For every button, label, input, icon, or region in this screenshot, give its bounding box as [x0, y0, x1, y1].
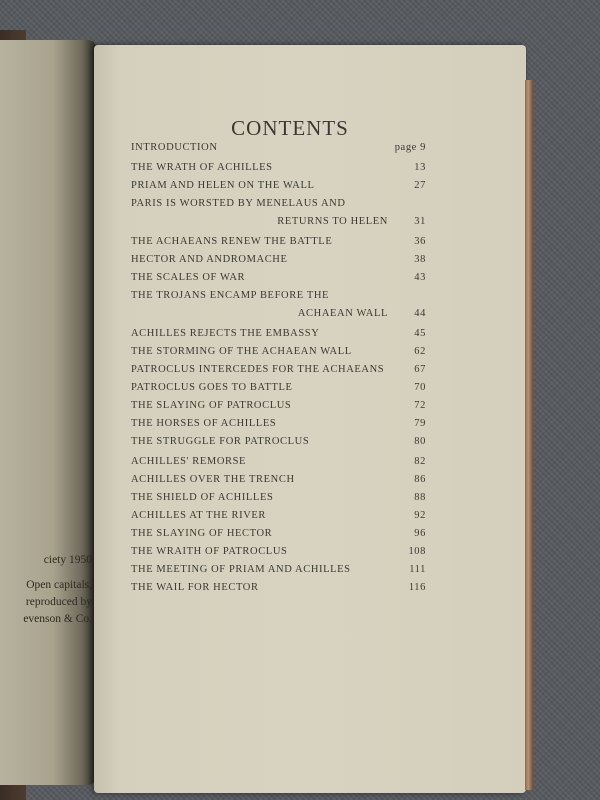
toc-entry-page: 70 [414, 382, 426, 393]
toc-entry-title: THE STORMING OF THE ACHAEAN WALL [131, 346, 352, 357]
toc-entry-page: 67 [414, 364, 426, 375]
toc-entry-title: THE SLAYING OF HECTOR [131, 528, 273, 539]
toc-entry-title: THE SCALES OF WAR [131, 272, 246, 283]
toc-entry-page: 31 [414, 216, 426, 227]
toc-entry-page: 13 [414, 162, 426, 173]
toc-entry [131, 436, 426, 454]
toc-entry [131, 216, 426, 234]
toc-entry-title: HECTOR AND ANDROMACHE [131, 254, 288, 265]
toc-entry-page: 116 [408, 582, 426, 593]
toc-entry-page: 62 [414, 346, 426, 357]
toc-entry [131, 180, 426, 198]
toc-entry [131, 162, 426, 180]
toc-entry [131, 418, 426, 436]
toc-entry [131, 474, 426, 492]
toc-entry-page: 43 [414, 272, 426, 283]
toc-entry-title: THE ACHAEANS RENEW THE BATTLE [131, 236, 333, 247]
toc-entry-title: THE SHIELD OF ACHILLES [131, 492, 274, 503]
toc-entry [131, 328, 426, 346]
toc-entry [131, 492, 426, 510]
left-page-line: reproduced by [25, 596, 92, 608]
contents-title [0, 116, 600, 141]
left-facing-page [0, 40, 96, 785]
toc-entry-page: 80 [414, 436, 426, 447]
toc-entry-title: ACHILLES AT THE RIVER [131, 510, 267, 521]
toc-entry [131, 198, 426, 216]
toc-entry [131, 382, 426, 400]
toc-entry-page: 86 [414, 474, 426, 485]
toc-entry-title: ACHAEAN WALL [297, 308, 388, 319]
toc-entry-title: ACHILLES' REMORSE [131, 456, 247, 467]
toc-entry [131, 456, 426, 474]
toc-entry [131, 582, 426, 600]
left-page-line: Open capitals, [26, 579, 92, 591]
toc-entry-title: PATROCLUS GOES TO BATTLE [131, 382, 293, 393]
toc-entry-title: PATROCLUS INTERCEDES FOR THE ACHAEANS [131, 364, 385, 375]
toc-entry-page: page 9 [394, 142, 426, 153]
toc-entry [131, 272, 426, 290]
toc-entry-page: 36 [414, 236, 426, 247]
toc-entry-title: THE HORSES OF ACHILLES [131, 418, 277, 429]
toc-entry [131, 290, 426, 308]
left-page-line: ciety 1950 [43, 554, 92, 566]
toc-entry-page: 27 [414, 180, 426, 191]
toc-entry [131, 546, 426, 564]
toc-entry-page: 88 [414, 492, 426, 503]
toc-entry [131, 308, 426, 326]
toc-entry-title: THE MEETING OF PRIAM AND ACHILLES [131, 564, 351, 575]
toc-entry-page: 96 [414, 528, 426, 539]
toc-entry-page: 72 [414, 400, 426, 411]
toc-entry-page: 92 [414, 510, 426, 521]
toc-entry-page: 38 [414, 254, 426, 265]
toc-entry-title: ACHILLES OVER THE TRENCH [131, 474, 295, 485]
marbled-page-edge [525, 80, 533, 790]
toc-entry [131, 254, 426, 272]
toc-entry-title: THE WRAITH OF PATROCLUS [131, 546, 288, 557]
toc-entry-page: 82 [414, 456, 426, 467]
toc-entry-title: THE WRATH OF ACHILLES [131, 162, 273, 173]
toc-entry [131, 510, 426, 528]
toc-entry-page: 44 [414, 308, 426, 319]
toc-entry [131, 364, 426, 382]
toc-entry-page: 79 [414, 418, 426, 429]
toc-entry-title: THE TROJANS ENCAMP BEFORE THE [131, 290, 330, 301]
toc-entry-title: THE SLAYING OF PATROCLUS [131, 400, 292, 411]
toc-entry-page: 108 [408, 546, 426, 557]
toc-entry-title: THE WAIL FOR HECTOR [131, 582, 259, 593]
toc-entry-title: THE STRUGGLE FOR PATROCLUS [131, 436, 310, 447]
toc-entry [131, 346, 426, 364]
toc-entry-title: RETURNS TO HELEN [277, 216, 388, 227]
toc-entry-title: PARIS IS WORSTED BY MENELAUS AND [131, 198, 346, 209]
toc-entry [131, 564, 426, 582]
toc-entry-title: PRIAM AND HELEN ON THE WALL [131, 180, 315, 191]
toc-entry-page: 111 [409, 564, 426, 575]
toc-entry [131, 236, 426, 254]
toc-entry [131, 528, 426, 546]
toc-entry-title: ACHILLES REJECTS THE EMBASSY [131, 328, 320, 339]
toc-entry-title: INTRODUCTION [131, 142, 218, 153]
toc-entry-page: 45 [414, 328, 426, 339]
left-page-line: evenson & Co. [23, 613, 92, 625]
toc-entry [131, 400, 426, 418]
contents-title-text: CONTENTS [231, 116, 349, 140]
toc-entry [131, 142, 426, 160]
